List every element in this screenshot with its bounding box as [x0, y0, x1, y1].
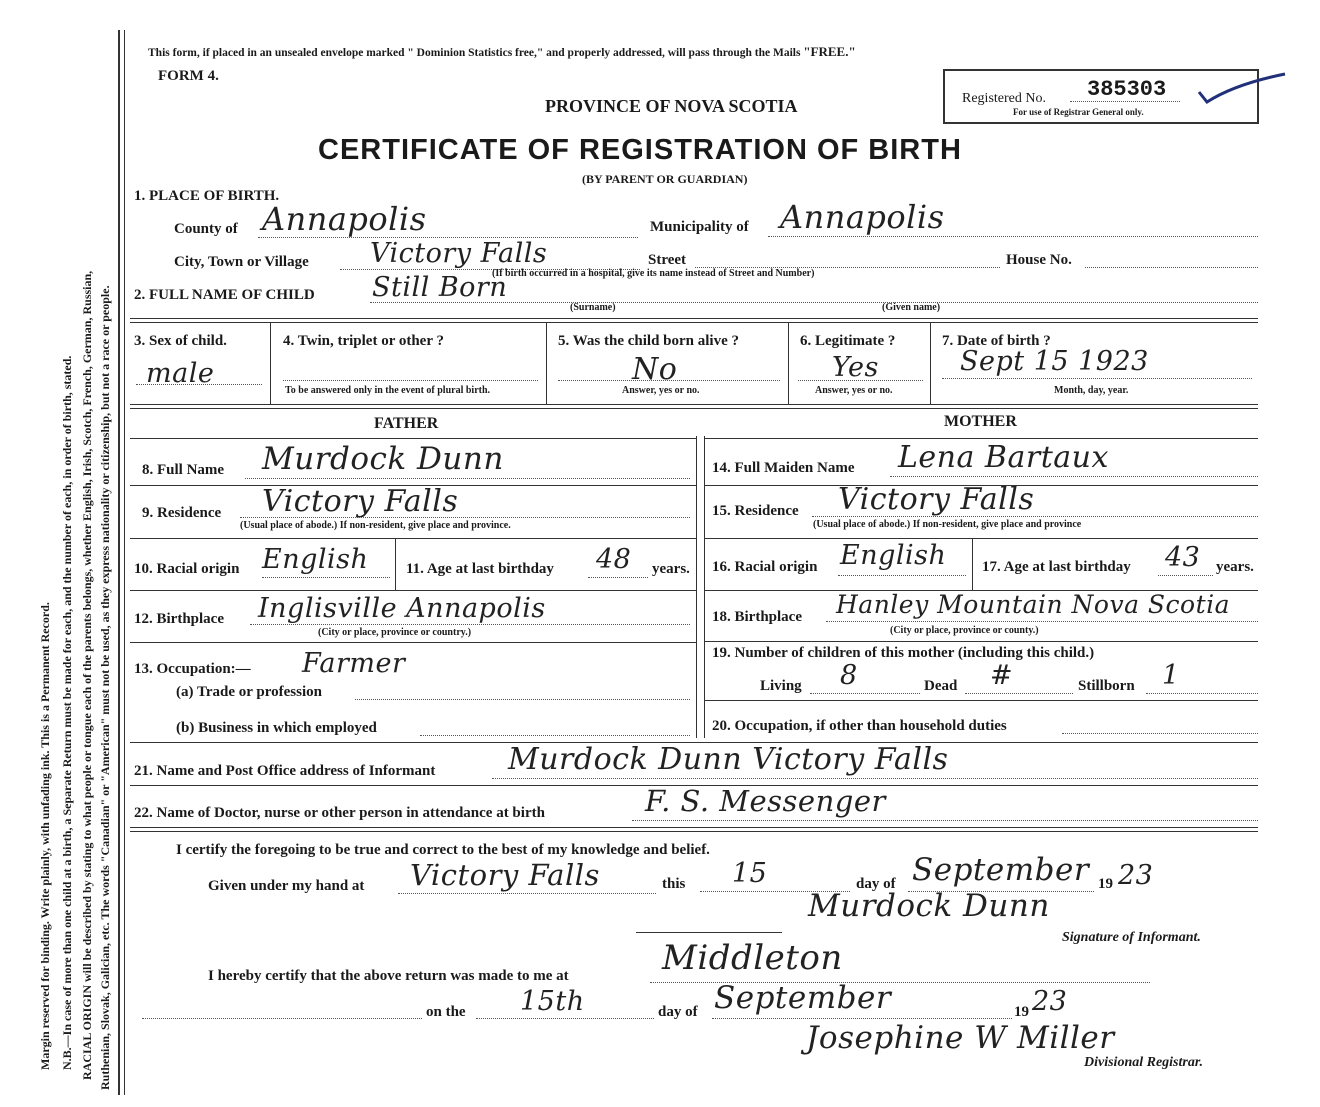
alive-note: Answer, yes or no.: [622, 385, 700, 396]
father-residence-value: Victory Falls: [262, 484, 459, 519]
margin-note-racial-origin: RACIAL ORIGIN will be described by stating to what people or tongue each of the parents belongs, whether English, Irish, Scotch, French, German, Russian,: [80, 270, 94, 1080]
mother-birthplace-note: (City or place, province or county.): [890, 625, 1039, 636]
father-occupation-label: 13. Occupation:—: [134, 661, 251, 677]
twin-note: To be answered only in the event of plural birth.: [285, 385, 491, 396]
trade-label: (a) Trade or profession: [176, 684, 322, 700]
check-mark-icon: [1195, 70, 1290, 110]
dob-note: Month, day, year.: [1054, 385, 1129, 396]
children-count-label: 19. Number of children of this mother (including this child.): [712, 645, 1095, 661]
mother-birthplace-value: Hanley Mountain Nova Scotia: [836, 590, 1231, 619]
dob-value: Sept 15 1923: [960, 346, 1149, 377]
mother-birthplace-label: 18. Birthplace: [712, 609, 802, 625]
mother-name-label: 14. Full Maiden Name: [712, 460, 855, 476]
father-name-label: 8. Full Name: [142, 462, 225, 478]
mother-race-label: 16. Racial origin: [712, 559, 818, 575]
registrar-use-note: For use of Registrar General only.: [1013, 107, 1144, 117]
sex-value: male: [146, 358, 215, 389]
certificate-title: CERTIFICATE OF REGISTRATION OF BIRTH: [318, 134, 962, 166]
father-birthplace-note: (City or place, province or country.): [318, 627, 472, 638]
province-heading: PROVINCE OF NOVA SCOTIA: [545, 96, 798, 116]
given-year-suffix: 23: [1118, 860, 1154, 891]
municipality-label: Municipality of: [650, 219, 749, 235]
given-day-value: 15: [732, 858, 768, 889]
dead-value: #: [990, 660, 1014, 691]
certification-statement: I certify the foregoing to be true and correct to the best of my knowledge and belief.: [176, 842, 710, 858]
child-name-value: Still Born: [372, 272, 508, 303]
registered-number: 385303: [1087, 77, 1167, 102]
mail-note: This form, if placed in an unsealed envelope marked " Dominion Statistics free," and properly addressed, will pass through the Mails "FREE.": [148, 44, 856, 59]
mother-residence-note: (Usual place of abode.) If non-resident, give place and province: [813, 519, 1082, 530]
certificate-subtitle: (BY PARENT OR GUARDIAN): [582, 172, 748, 186]
father-birthplace-label: 12. Birthplace: [134, 611, 224, 627]
registrar-signature-label: Divisional Registrar.: [1084, 1055, 1204, 1070]
father-residence-label: 9. Residence: [142, 505, 222, 521]
registered-label: Registered No.: [962, 91, 1046, 106]
father-age-value: 48: [596, 544, 632, 575]
given-month-value: September: [912, 852, 1090, 888]
day-of-label: day of: [856, 876, 896, 892]
given-year-prefix: 19: [1098, 876, 1113, 892]
legitimate-label: 6. Legitimate ?: [800, 333, 896, 349]
father-heading: FATHER: [374, 415, 439, 432]
mother-age-value: 43: [1165, 542, 1201, 573]
stillborn-value: 1: [1162, 660, 1180, 691]
registrar-place-value: Middleton: [662, 938, 843, 978]
hospital-note: (If birth occurred in a hospital, give its name instead of Street and Number): [492, 268, 815, 279]
alive-value: No: [632, 352, 678, 387]
sex-label: 3. Sex of child.: [134, 333, 227, 349]
legitimate-note: Answer, yes or no.: [815, 385, 893, 396]
registrar-year-suffix: 23: [1032, 986, 1068, 1017]
given-at-label: Given under my hand at: [208, 878, 365, 894]
mother-heading: MOTHER: [944, 413, 1017, 430]
registrar-signature: Josephine W Miller: [806, 1020, 1115, 1056]
informant-label: 21. Name and Post Office address of Informant: [134, 763, 436, 779]
mother-occupation-label: 20. Occupation, if other than household duties: [712, 718, 1007, 734]
father-occupation-value: Farmer: [302, 648, 406, 679]
informant-signature-label: Signature of Informant.: [1062, 930, 1201, 945]
on-the-label: on the: [426, 1004, 466, 1020]
margin-notes: [0, 0, 120, 1107]
registrar-year-prefix: 19: [1014, 1004, 1029, 1020]
mother-years-label: years.: [1216, 559, 1254, 575]
margin-note-binding: Margin reserved for binding. Write plainly, with unfading ink. This is a Permanent Record.: [38, 602, 52, 1070]
dob-label: 7. Date of birth ?: [942, 333, 1051, 349]
legitimate-value: Yes: [832, 352, 879, 383]
mother-name-value: Lena Bartaux: [898, 440, 1109, 475]
municipality-value: Annapolis: [780, 198, 945, 236]
mother-age-label: 17. Age at last birthday: [982, 559, 1131, 575]
county-label: County of: [174, 221, 238, 237]
county-value: Annapolis: [262, 200, 427, 238]
registrar-month-value: September: [714, 980, 892, 1016]
given-name-note: (Given name): [882, 302, 941, 313]
binding-margin-line-inner: [124, 30, 125, 1095]
place-of-birth-heading: 1. PLACE OF BIRTH.: [134, 188, 280, 204]
living-label: Living: [760, 678, 802, 694]
informant-value: Murdock Dunn Victory Falls: [508, 742, 949, 777]
father-race-label: 10. Racial origin: [134, 561, 240, 577]
doctor-value: F. S. Messenger: [645, 784, 886, 818]
city-label: City, Town or Village: [174, 254, 309, 270]
city-value: Victory Falls: [370, 238, 548, 269]
living-value: 8: [840, 660, 858, 691]
alive-label: 5. Was the child born alive ?: [558, 333, 739, 349]
father-years-label: years.: [652, 561, 690, 577]
father-birthplace-value: Inglisville Annapolis: [258, 593, 546, 624]
margin-note-racial-origin-cont: Ruthenian, Slovak, Galician, etc. The words "Canadian" or "American" must not be used, as they express nationality or citizenship, but not a race or people.: [98, 285, 112, 1090]
this-label: this: [662, 876, 686, 892]
informant-signature: Murdock Dunn: [808, 888, 1050, 924]
street-label: Street: [648, 252, 687, 268]
given-at-value: Victory Falls: [410, 858, 600, 892]
doctor-label: 22. Name of Doctor, nurse or other person in attendance at birth: [134, 805, 545, 821]
twin-label: 4. Twin, triplet or other ?: [283, 333, 444, 349]
surname-note: (Surname): [570, 302, 616, 313]
margin-note-multiple-births: N.B.—In case of more than one child at a birth, a Separate Return must be made for each, and the number of each, in order of birth, stated.: [60, 355, 74, 1070]
mother-race-value: English: [840, 540, 947, 571]
child-name-label: 2. FULL NAME OF CHILD: [134, 287, 315, 303]
binding-margin-line: [118, 30, 120, 1095]
form-number: FORM 4.: [158, 68, 219, 84]
father-age-label: 11. Age at last birthday: [406, 561, 554, 577]
business-label: (b) Business in which employed: [176, 720, 377, 736]
father-race-value: English: [262, 544, 369, 575]
registrar-day-of-label: day of: [658, 1004, 698, 1020]
registrar-day-value: 15th: [520, 986, 585, 1017]
mother-residence-value: Victory Falls: [838, 482, 1035, 517]
registrar-statement: I hereby certify that the above return was made to me at: [208, 968, 569, 984]
house-number-label: House No.: [1006, 252, 1072, 268]
mother-residence-label: 15. Residence: [712, 503, 799, 519]
father-residence-note: (Usual place of abode.) If non-resident, give place and province.: [240, 520, 511, 531]
dead-label: Dead: [924, 678, 958, 694]
father-name-value: Murdock Dunn: [262, 441, 504, 477]
stillborn-label: Stillborn: [1078, 678, 1135, 694]
